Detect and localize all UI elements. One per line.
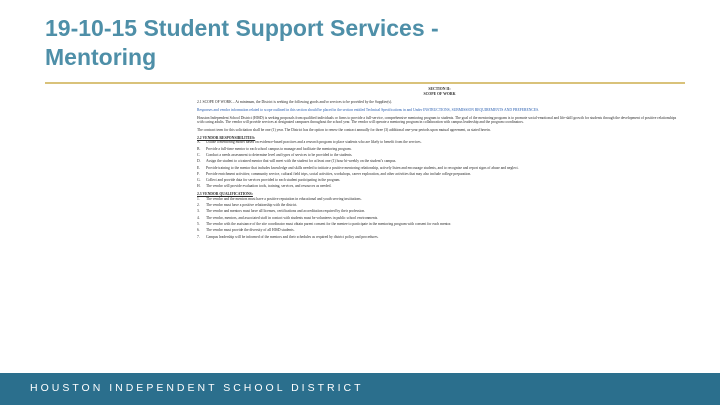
list-item: C. Conduct a needs assessment to determine level and types of services to be provided to the students. xyxy=(197,153,353,157)
slide-title-line-1: 19-10-15 Student Support Services - xyxy=(45,15,439,41)
list-item: 5. The vendor with the assistance of the site coordinator must obtain parent consent for the mentee to participate in the mentoring program with consent for each mentor. xyxy=(197,222,452,227)
qualifications-list xyxy=(197,197,682,239)
responsibilities-heading: 2.2 VENDOR RESPONSIBILITIES: xyxy=(197,135,256,140)
responsibilities-list xyxy=(197,140,682,189)
footer-bar xyxy=(0,373,720,405)
list-item: H. The vendor will provide evaluation tools, training, services, and resources as needed. xyxy=(197,184,332,189)
list-item: D. Assign the student to a trained mentor that will meet with the student for at least one (1) hour bi-weekly on the student’s campus. xyxy=(197,159,397,164)
list-item: 2. The vendor must have a positive relationship with the district. xyxy=(197,203,298,208)
slide-title xyxy=(45,14,685,72)
list-item: G. Collect and provide data for services provided to each student participating in the program. xyxy=(197,178,341,183)
list-item: 3. The vendor and mentors must have all licenses, certifications and accreditation required by their profession. xyxy=(197,209,366,214)
footer-district-name: HOUSTON INDEPENDENT SCHOOL DISTRICT xyxy=(30,382,364,394)
list-item: 7. Campus leadership will be informed of the mentors and their schedules as required by district policy and procedures. xyxy=(197,234,379,239)
list-item: A. Utilize a mentoring model based on evidence-based practices and a research program to place students who are likely to benefit from the services. xyxy=(197,140,422,145)
contract-term: The contract term for this solicitation shall be one (1) year. The District has the option to renew the contract annually for three (3) additional one-year periods upon mutual agreement, as stated herein. xyxy=(197,128,491,132)
section-number: SECTION II: xyxy=(428,87,451,91)
program-description: Houston Independent School District (HISD) is seeking proposals from qualified individuals or firms to provide a full-service, comprehensive mentoring program to students. The goal of the mentoring program is to promote social-emotional and life-skill growth for students through the development of positive relationships with caring adults. The vendor will provide services at designated campuses throughout the school year. The vendor will operate a mentoring program in collaboration with campus leadership and the program coordinators. xyxy=(197,115,677,125)
list-item: B. Provide a full-time mentor to each school campus to manage and facilitate the mentoring program. xyxy=(197,146,352,151)
section-title: SCOPE OF WORK xyxy=(423,91,456,96)
title-divider xyxy=(45,82,685,84)
slide-title-line-2: Mentoring xyxy=(45,44,157,70)
response-instructions: Responses and vendor information related to scope outlined in this section should be placed in the section entitled Technical Specifications in and Under INSTRUCTIONS, SUBMISSION REQUIREMENTS AND PREFERENCES. xyxy=(197,107,540,112)
list-item: F. Provide enrichment activities; community service, cultural field trips, social activities, workshops, career exploration, and other activities that may also include college preparation. xyxy=(197,171,472,176)
list-item: 1. The vendor and the mentors must have a positive reputation in educational and youth serving institutions. xyxy=(197,196,362,201)
list-item: 4. The vendor, mentors, and associated staff in contact with students must be volunteers in public school environments. xyxy=(197,215,379,220)
document-excerpt xyxy=(197,87,682,364)
list-item: E. Provide training to the mentor that includes knowledge and skills needed to initiate a positive mentoring relationship, actively listen and encourage students, and to recognize and report signs of abuse and neglect. xyxy=(197,165,519,170)
qualifications-heading: 2.3 VENDOR QUALIFICATIONS: xyxy=(197,192,253,197)
scope-paragraph: 2.1 SCOPE OF WORK – At minimum, the District is seeking the following goods and/or services to be provided by the Supplier(s). xyxy=(197,100,393,105)
list-item: 6. The vendor must provide the diversity of all HISD students. xyxy=(197,228,295,233)
